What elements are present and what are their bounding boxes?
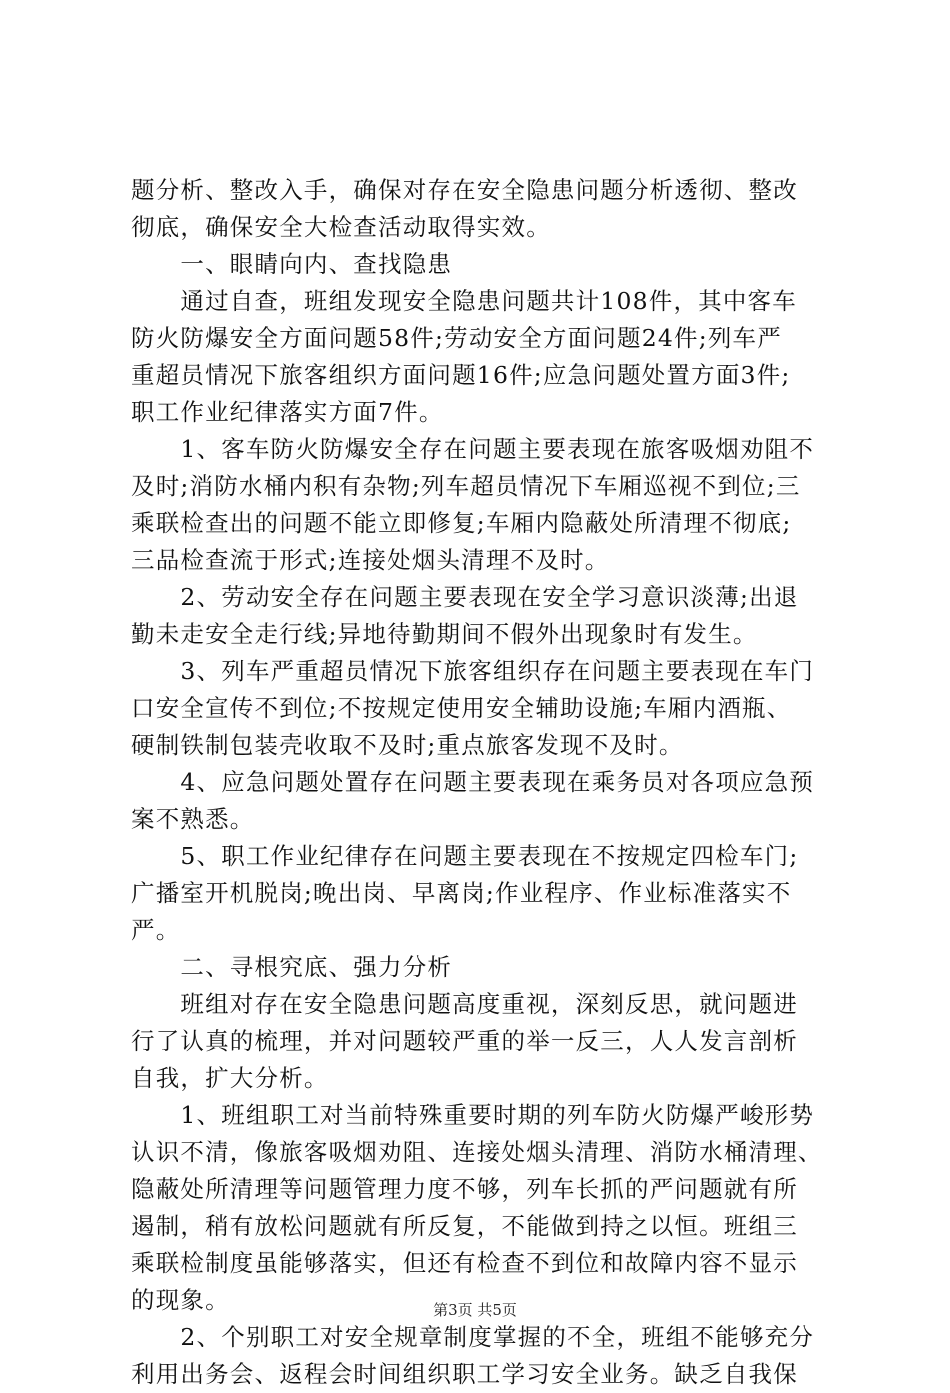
text-line: 遏制，稍有放松问题就有所反复，不能做到持之以恒。班组三 bbox=[131, 1212, 798, 1240]
text-line: 2、劳动安全存在问题主要表现在安全学习意识淡薄;出退 bbox=[131, 583, 799, 611]
text-line: 3、列车严重超员情况下旅客组织存在问题主要表现在车门 bbox=[131, 657, 815, 685]
text-line: 4、应急问题处置存在问题主要表现在乘务员对各项应急预 bbox=[131, 768, 815, 796]
text-line: 防火防爆安全方面问题58件;劳动安全方面问题24件;列车严 bbox=[131, 324, 782, 352]
text-line: 认识不清，像旅客吸烟劝阻、连接处烟头清理、消防水桶清理、 bbox=[131, 1138, 823, 1166]
text-line: 2、个别职工对安全规章制度掌握的不全，班组不能够充分 bbox=[131, 1323, 815, 1351]
text-line: 硬制铁制包装壳收取不及时;重点旅客发现不及时。 bbox=[131, 731, 684, 759]
text-line: 隐蔽处所清理等问题管理力度不够，列车长抓的严问题就有所 bbox=[131, 1175, 798, 1203]
text-line: 班组对存在安全隐患问题高度重视，深刻反思，就问题进 bbox=[131, 990, 798, 1018]
text-line: 通过自查，班组发现安全隐患问题共计108件，其中客车 bbox=[131, 287, 797, 315]
text-line: 乘联检制度虽能够落实，但还有检查不到位和故障内容不显示 bbox=[131, 1249, 798, 1277]
text-line: 口安全宣传不到位;不按规定使用安全辅助设施;车厢内酒瓶、 bbox=[131, 694, 792, 722]
text-line: 职工作业纪律落实方面7件。 bbox=[131, 398, 444, 426]
text-line: 自我，扩大分析。 bbox=[131, 1064, 329, 1092]
text-line: 重超员情况下旅客组织方面问题16件;应急问题处置方面3件; bbox=[131, 361, 791, 389]
text-line: 的现象。 bbox=[131, 1286, 230, 1314]
section-heading: 一、眼睛向内、查找隐患 bbox=[131, 250, 453, 278]
text-line: 题分析、整改入手，确保对存在安全隐患问题分析透彻、整改 bbox=[131, 176, 798, 204]
text-line: 利用出务会、返程会时间组织职工学习安全业务。缺乏自我保 bbox=[131, 1360, 798, 1388]
text-line: 广播室开机脱岗;晚出岗、早离岗;作业程序、作业标准落实不 bbox=[131, 879, 792, 907]
text-line: 案不熟悉。 bbox=[131, 805, 255, 833]
text-line: 彻底，确保安全大检查活动取得实效。 bbox=[131, 213, 551, 241]
text-line: 1、客车防火防爆安全存在问题主要表现在旅客吸烟劝阻不 bbox=[131, 435, 815, 463]
document-body bbox=[131, 172, 831, 1393]
section-heading: 二、寻根究底、强力分析 bbox=[131, 953, 453, 981]
text-line: 勤未走安全走行线;异地待勤期间不假外出现象时有发生。 bbox=[131, 620, 758, 648]
text-line: 5、职工作业纪律存在问题主要表现在不按规定四检车门; bbox=[131, 842, 799, 870]
text-line: 乘联检查出的问题不能立即修复;车厢内隐蔽处所清理不彻底; bbox=[131, 509, 792, 537]
page-number-footer: 第3页 共5页 bbox=[433, 1301, 517, 1319]
text-line: 三品检查流于形式;连接处烟头清理不及时。 bbox=[131, 546, 610, 574]
text-line: 及时;消防水桶内积有杂物;列车超员情况下车厢巡视不到位;三 bbox=[131, 472, 801, 500]
text-line: 严。 bbox=[131, 916, 181, 944]
text-line: 1、班组职工对当前特殊重要时期的列车防火防爆严峻形势 bbox=[131, 1101, 815, 1129]
text-line: 行了认真的梳理，并对问题较严重的举一反三，人人发言剖析 bbox=[131, 1027, 798, 1055]
